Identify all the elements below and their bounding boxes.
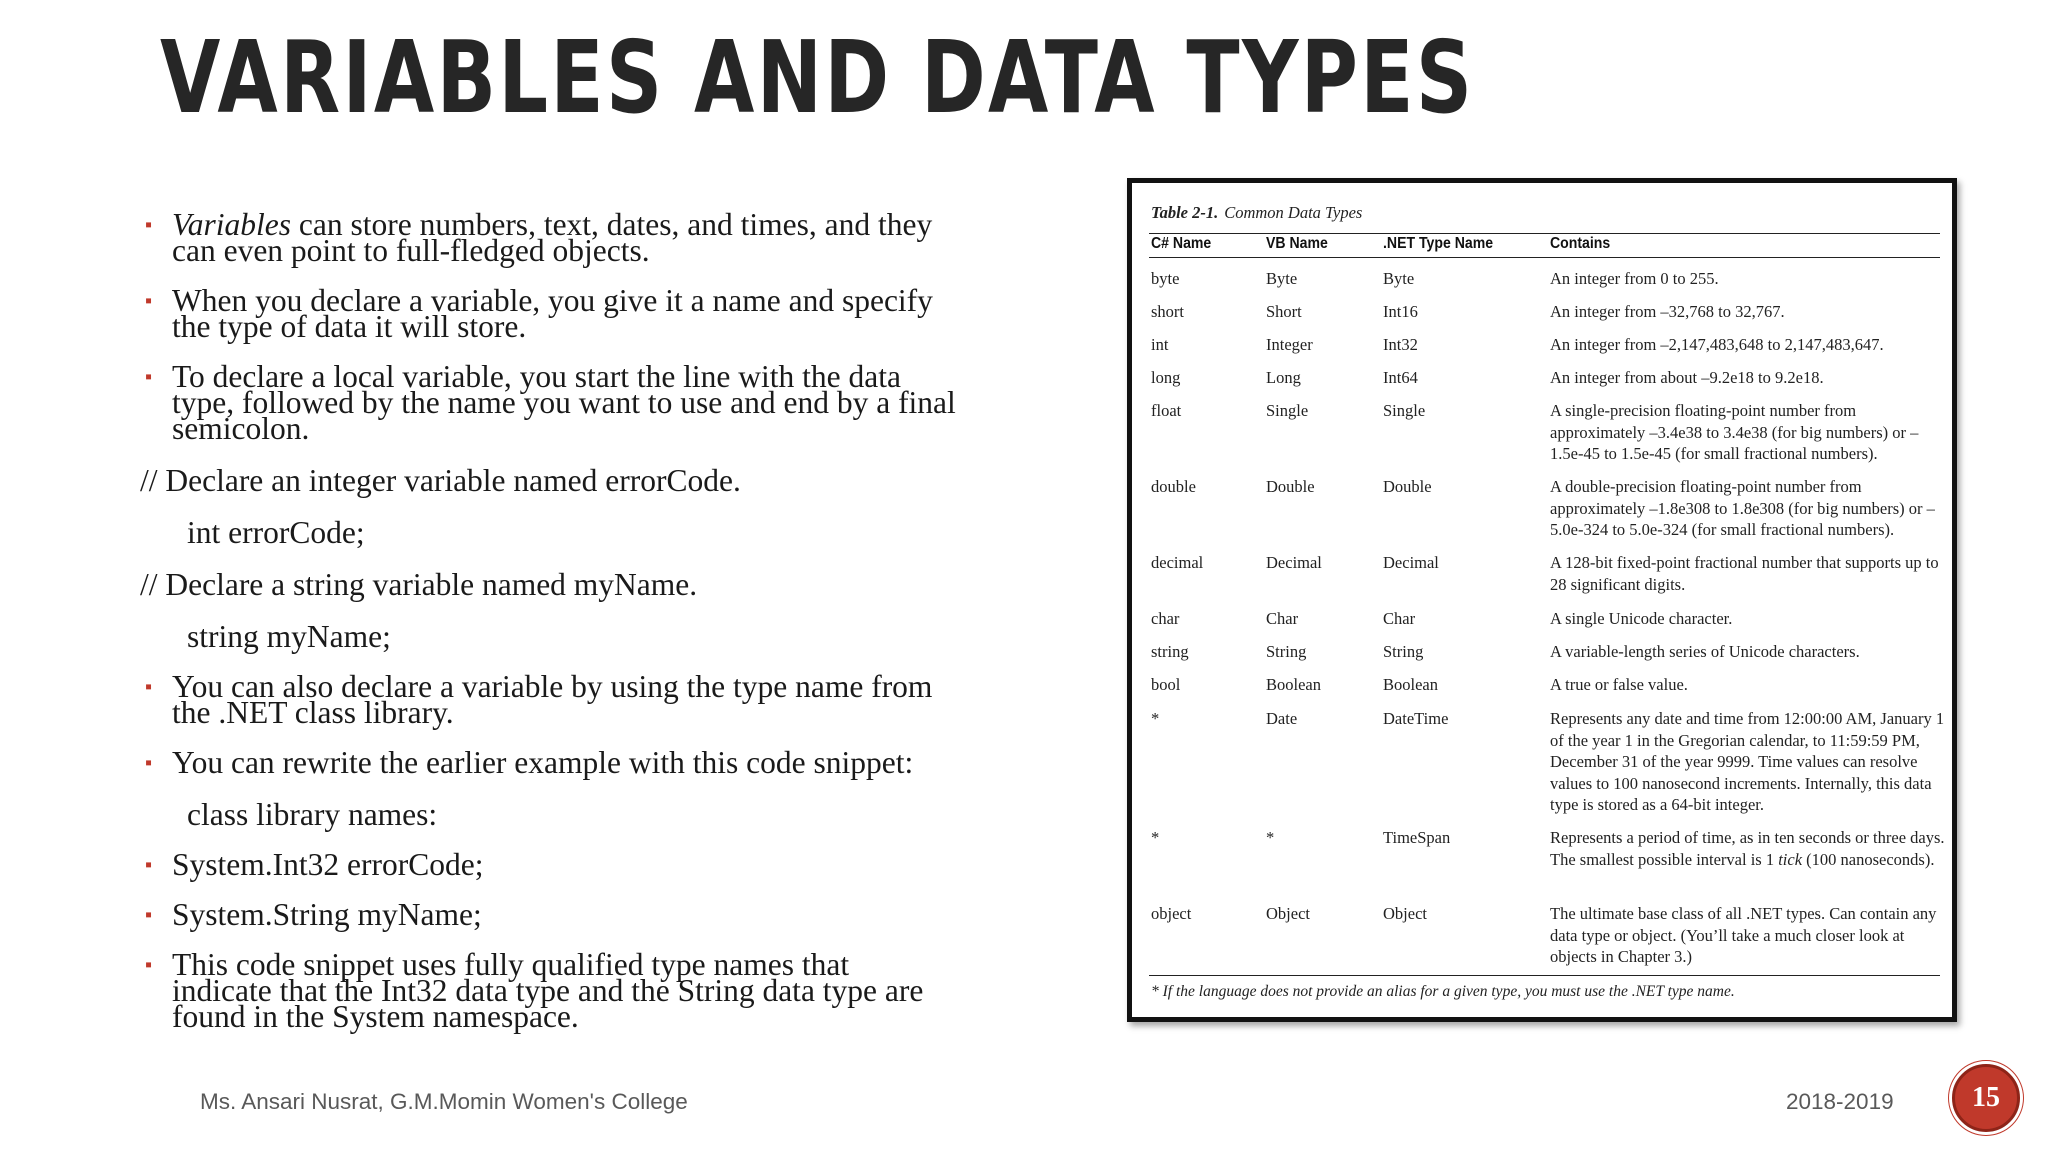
bullet-text: the .NET class library. bbox=[172, 695, 454, 730]
tick-term: tick bbox=[1778, 849, 1803, 869]
table-bottom-rule bbox=[1149, 975, 1940, 976]
cell-net: Int64 bbox=[1383, 368, 1418, 387]
cell-contains: A single Unicode character. bbox=[1550, 609, 1733, 628]
cell-csharp: byte bbox=[1151, 269, 1180, 288]
cell-vb: Boolean bbox=[1266, 675, 1321, 694]
bullet-text: found in the System namespace. bbox=[172, 999, 579, 1034]
cell-net: Decimal bbox=[1383, 553, 1439, 572]
cell-contains: A true or false value. bbox=[1550, 675, 1688, 694]
bullet-icon: ▪ bbox=[145, 290, 153, 312]
bullet-item-local-variable bbox=[140, 359, 1040, 446]
data-types-table-image bbox=[1127, 178, 1957, 1022]
cell-vb: Short bbox=[1266, 302, 1302, 321]
variables-emphasis: Variables bbox=[172, 207, 292, 242]
footer-date: 2018-2019 bbox=[1786, 1089, 1894, 1114]
cell-contains: An integer from –2,147,483,648 to 2,147,483,647. bbox=[1550, 335, 1884, 354]
cell-net: Single bbox=[1383, 401, 1426, 420]
footer-author: Ms. Ansari Nusrat, G.M.Momin Women's College bbox=[200, 1089, 688, 1114]
cell-contains: The ultimate base class of all .NET types. Can contain any data type or object. (You’ll take a much closer look at objects in Chapter 3.) bbox=[1550, 904, 1937, 966]
cell-vb: Integer bbox=[1266, 335, 1313, 354]
cell-csharp: * bbox=[1151, 828, 1160, 847]
bullet-item-variables bbox=[140, 207, 1040, 268]
slide-title: VARIABLES AND DATA TYPES bbox=[160, 19, 1475, 136]
cell-csharp: float bbox=[1151, 401, 1182, 420]
table-caption bbox=[1151, 203, 1362, 223]
code-line: int errorCode; bbox=[187, 515, 365, 550]
cell-csharp: object bbox=[1151, 904, 1192, 923]
column-header-vb: VB Name bbox=[1266, 235, 1328, 252]
column-header-net: .NET Type Name bbox=[1383, 235, 1494, 252]
bullet-item-string bbox=[140, 897, 1040, 932]
code-line: string myName; bbox=[187, 619, 391, 654]
table-footnote: * If the language does not provide an alias for a given type, you must use the .NET type name. bbox=[1151, 983, 1735, 1000]
bullet-text: You can rewrite the earlier example with this code snippet: bbox=[172, 745, 914, 780]
cell-vb: Object bbox=[1266, 904, 1310, 923]
cell-vb: Byte bbox=[1266, 269, 1298, 288]
cell-csharp: long bbox=[1151, 368, 1181, 387]
bullet-icon: ▪ bbox=[145, 214, 153, 236]
bullet-item-net-type-name bbox=[140, 669, 1040, 730]
cell-contains: A single-precision floating-point number from approximately –3.4e38 to 3.4e38 (for big numbers) or –1.5e-45 to 1.5e-45 (for small fractional numbers). bbox=[1550, 401, 1919, 463]
page-number-badge bbox=[1952, 1064, 2020, 1132]
cell-vb: Long bbox=[1266, 368, 1301, 387]
bullet-icon: ▪ bbox=[145, 366, 153, 388]
bullet-item-declare bbox=[140, 283, 1040, 344]
bullet-text: the type of data it will store. bbox=[172, 309, 527, 344]
bullet-text: To declare a local variable, you start the line with the data bbox=[172, 359, 901, 394]
cell-csharp: string bbox=[1151, 642, 1189, 661]
column-header-contains: Contains bbox=[1550, 235, 1611, 252]
code-label: class library names: bbox=[187, 797, 438, 832]
cell-vb: Date bbox=[1266, 709, 1298, 728]
bullet-icon: ▪ bbox=[145, 854, 153, 876]
bullet-icon: ▪ bbox=[145, 676, 153, 698]
table-caption-title: Common Data Types bbox=[1224, 203, 1363, 222]
bullet-text: You can also declare a variable by using the type name from bbox=[172, 669, 933, 704]
bullet-text: System.String myName; bbox=[172, 897, 482, 932]
bullet-text: type, followed by the name you want to use and end by a final bbox=[172, 385, 956, 420]
bullet-text: This code snippet uses fully qualified type names that bbox=[172, 947, 850, 982]
bullet-text: System.Int32 errorCode; bbox=[172, 847, 484, 882]
bullet-item-rewrite bbox=[140, 745, 1040, 780]
code-comment: // Declare an integer variable named errorCode. bbox=[140, 463, 741, 498]
bullet-item-int32 bbox=[140, 847, 1040, 882]
cell-contains: A variable-length series of Unicode characters. bbox=[1550, 642, 1860, 661]
cell-net: Int32 bbox=[1383, 335, 1418, 354]
cell-net: String bbox=[1383, 642, 1424, 661]
cell-csharp: char bbox=[1151, 609, 1180, 628]
cell-net: Double bbox=[1383, 477, 1432, 496]
cell-net: TimeSpan bbox=[1383, 828, 1451, 847]
cell-net: DateTime bbox=[1383, 709, 1449, 728]
cell-contains: A 128-bit fixed-point fractional number that supports up to 28 significant digits. bbox=[1550, 553, 1939, 594]
cell-vb: Decimal bbox=[1266, 553, 1322, 572]
cell-vb: Char bbox=[1266, 609, 1299, 628]
bullet-text: When you declare a variable, you give it a name and specify bbox=[172, 283, 933, 318]
column-header-csharp: C# Name bbox=[1151, 235, 1212, 252]
cell-net: Object bbox=[1383, 904, 1427, 923]
bullet-icon: ▪ bbox=[145, 904, 153, 926]
bullet-text: semicolon. bbox=[172, 411, 310, 446]
cell-csharp: int bbox=[1151, 335, 1169, 354]
code-comment: // Declare a string variable named myName. bbox=[140, 567, 698, 602]
cell-csharp: * bbox=[1151, 709, 1160, 728]
table-top-rule bbox=[1149, 233, 1940, 234]
cell-net: Boolean bbox=[1383, 675, 1438, 694]
bullet-icon: ▪ bbox=[145, 752, 153, 774]
cell-net: Int16 bbox=[1383, 302, 1418, 321]
cell-net: Byte bbox=[1383, 269, 1415, 288]
cell-vb: * bbox=[1266, 828, 1275, 847]
page-number: 15 bbox=[1972, 1082, 2000, 1113]
cell-contains: An integer from about –9.2e18 to 9.2e18. bbox=[1550, 368, 1824, 387]
cell-contains: An integer from –32,768 to 32,767. bbox=[1550, 302, 1785, 321]
table-caption-label: Table 2-1. bbox=[1151, 203, 1219, 222]
table-header-rule bbox=[1149, 257, 1940, 258]
cell-contains: Represents a period of time, as in ten seconds or three days. The smallest possible interval is 1 tick (100 nanoseconds). bbox=[1550, 828, 1945, 869]
cell-vb: Single bbox=[1266, 401, 1309, 420]
slide-body bbox=[140, 207, 1040, 1054]
cell-contains: A double-precision floating-point number from approximately –1.8e308 to 1.8e308 (for big numbers) or –5.0e-324 to 5.0e-324 (for small fractional numbers). bbox=[1550, 477, 1935, 539]
cell-vb: Double bbox=[1266, 477, 1315, 496]
bullet-icon: ▪ bbox=[145, 954, 153, 976]
cell-csharp: bool bbox=[1151, 675, 1181, 694]
bullet-text: can even point to full-fledged objects. bbox=[172, 233, 650, 268]
cell-net: Char bbox=[1383, 609, 1416, 628]
cell-csharp: short bbox=[1151, 302, 1184, 321]
cell-contains: Represents any date and time from 12:00:00 AM, January 1 of the year 1 in the Gregorian calendar, to 11:59:59 PM, December 31 of the year 9999. Time values can resolve values to 100 nanosecond increments. Internally, this data type is stored as a 64-bit integer. bbox=[1550, 709, 1945, 814]
bullet-text: indicate that the Int32 data type and the String data type are bbox=[172, 973, 924, 1008]
cell-vb: String bbox=[1266, 642, 1307, 661]
bullet-item-qualified-names bbox=[140, 947, 1040, 1034]
cell-csharp: decimal bbox=[1151, 553, 1204, 572]
cell-csharp: double bbox=[1151, 477, 1196, 496]
bullet-text: can store numbers, text, dates, and times, and they bbox=[291, 207, 933, 242]
cell-contains: An integer from 0 to 255. bbox=[1550, 269, 1719, 288]
